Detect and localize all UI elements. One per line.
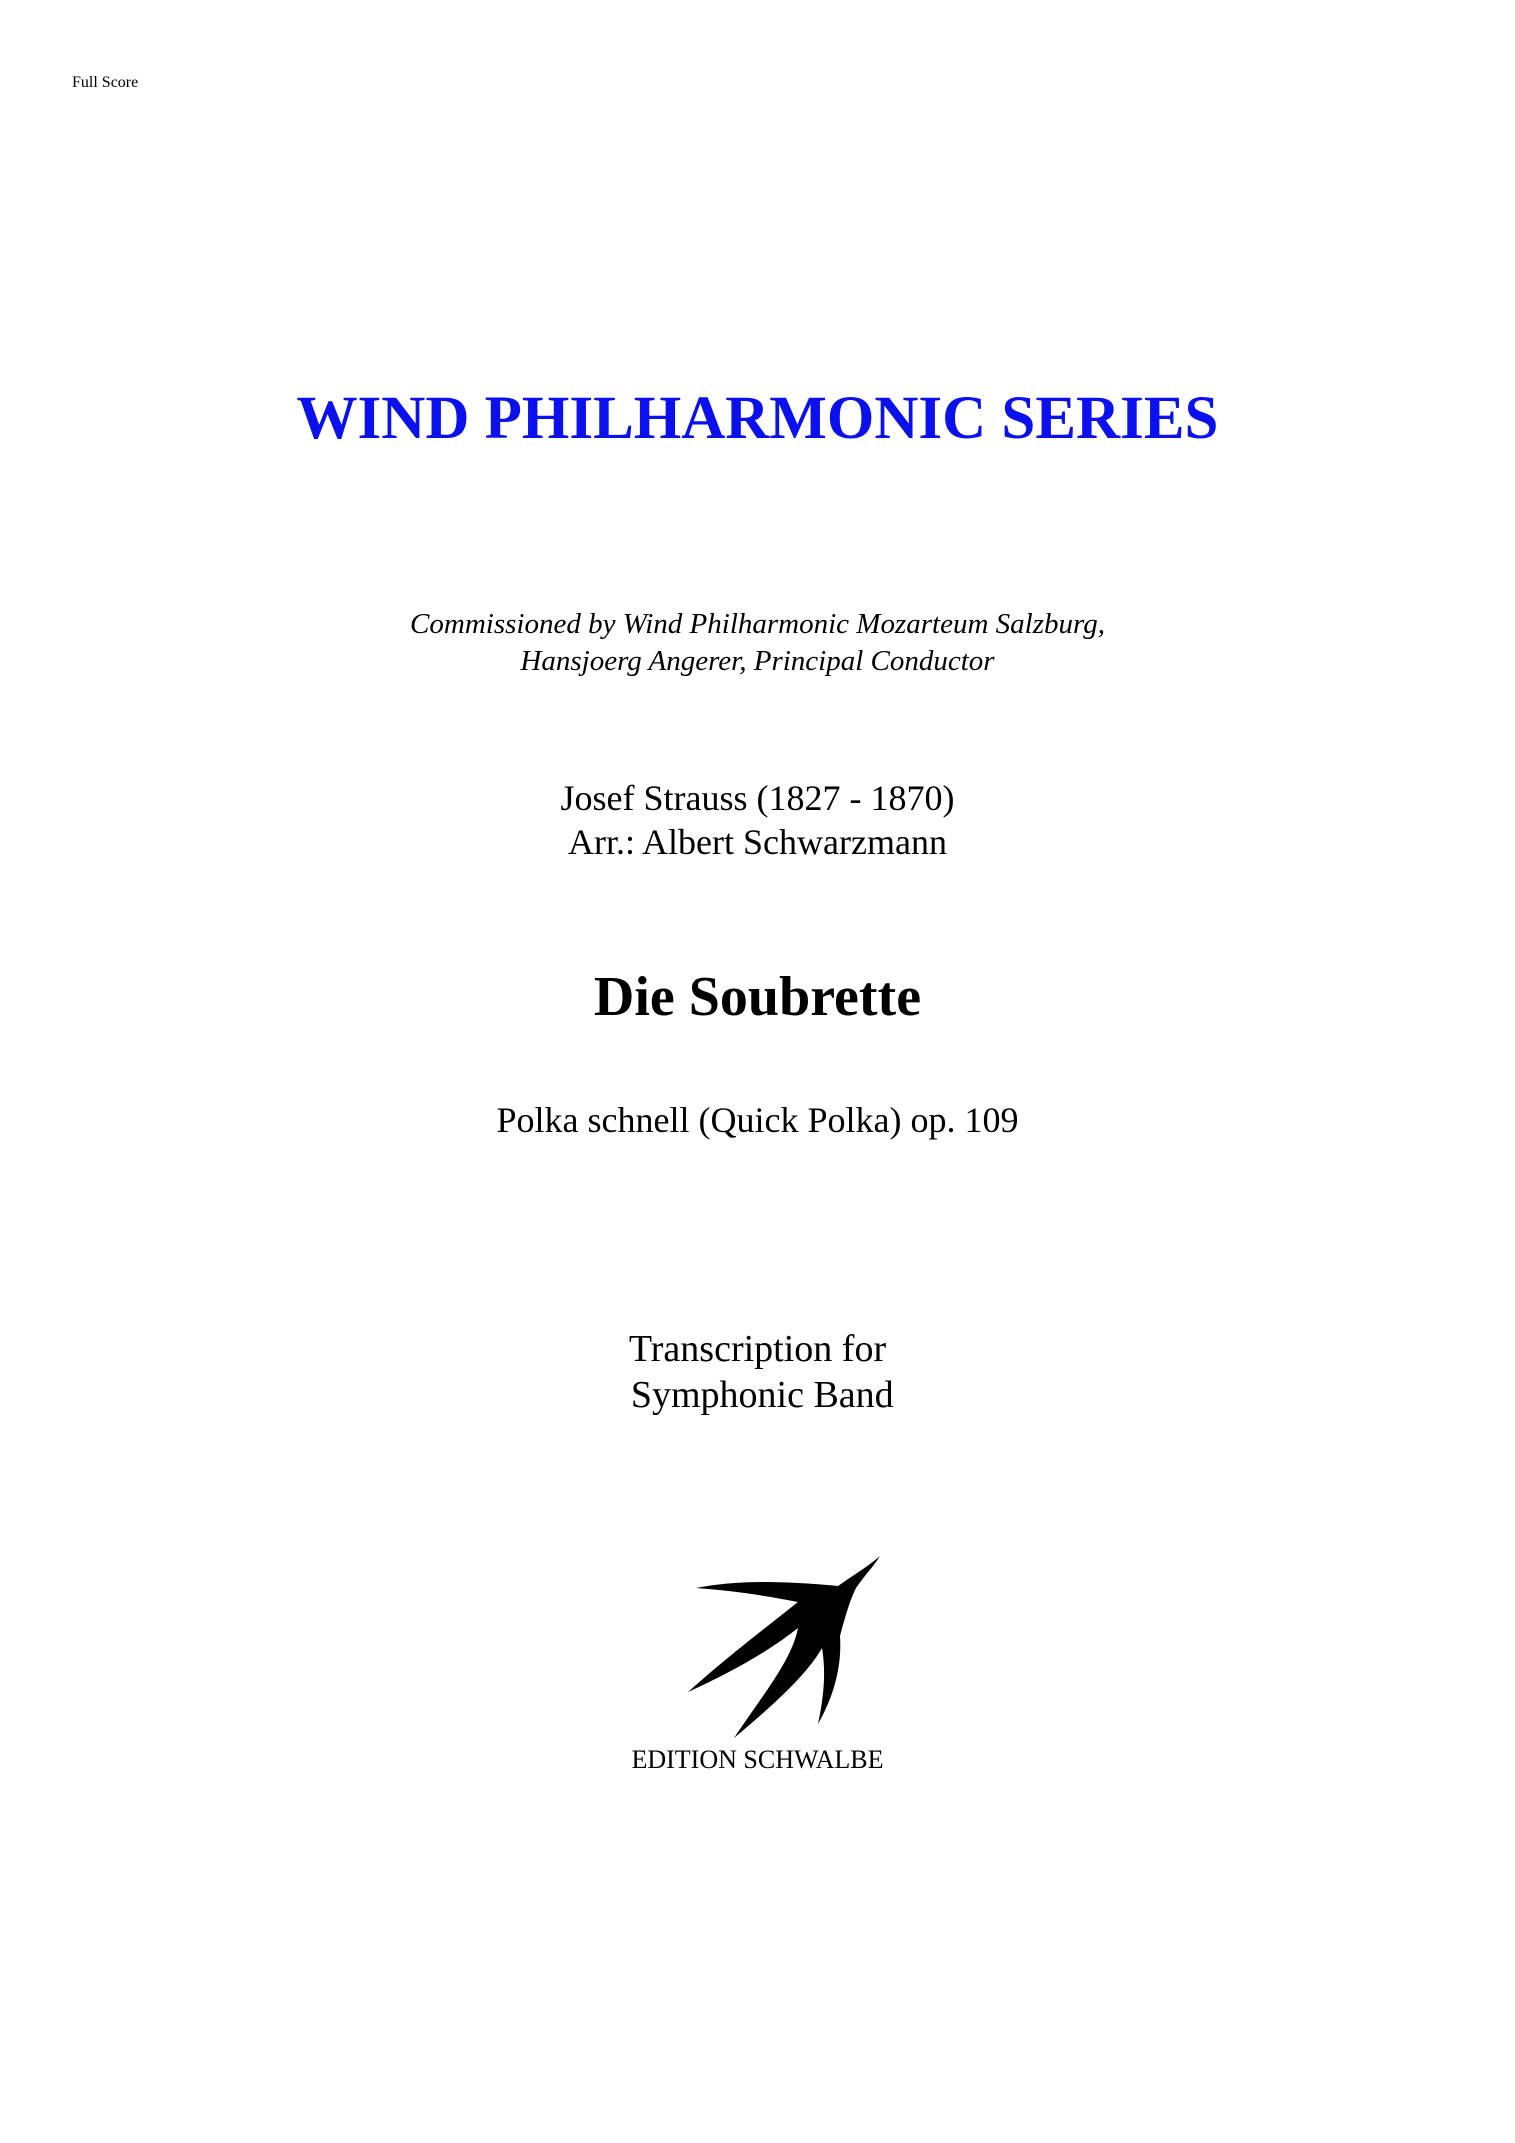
transcription-note: [0, 1326, 1515, 1418]
series-title: WIND PHILHARMONIC SERIES: [296, 385, 1219, 452]
credits: [0, 776, 1515, 864]
commission-line-2: Hansjoerg Angerer, Principal Conductor: [520, 645, 995, 677]
transcription-line-1: Transcription for: [628, 1328, 887, 1370]
swallow-bird-icon: [688, 1556, 888, 1738]
arranger-credit: Arr.: Albert Schwarzmann: [568, 822, 947, 862]
piece-title: Die Soubrette: [593, 966, 922, 1028]
piece-subtitle: Polka schnell (Quick Polka) op. 109: [496, 1100, 1019, 1140]
transcription-line-2: Symphonic Band: [621, 1374, 894, 1416]
composer-credit: Josef Strauss (1827 - 1870): [560, 778, 955, 818]
commission-note: [0, 606, 1515, 680]
score-type-label: Full Score: [72, 74, 139, 91]
commission-line-1: Commissioned by Wind Philharmonic Mozarteum Salzburg,: [410, 608, 1105, 640]
publisher-name: EDITION SCHWALBE: [631, 1745, 884, 1774]
